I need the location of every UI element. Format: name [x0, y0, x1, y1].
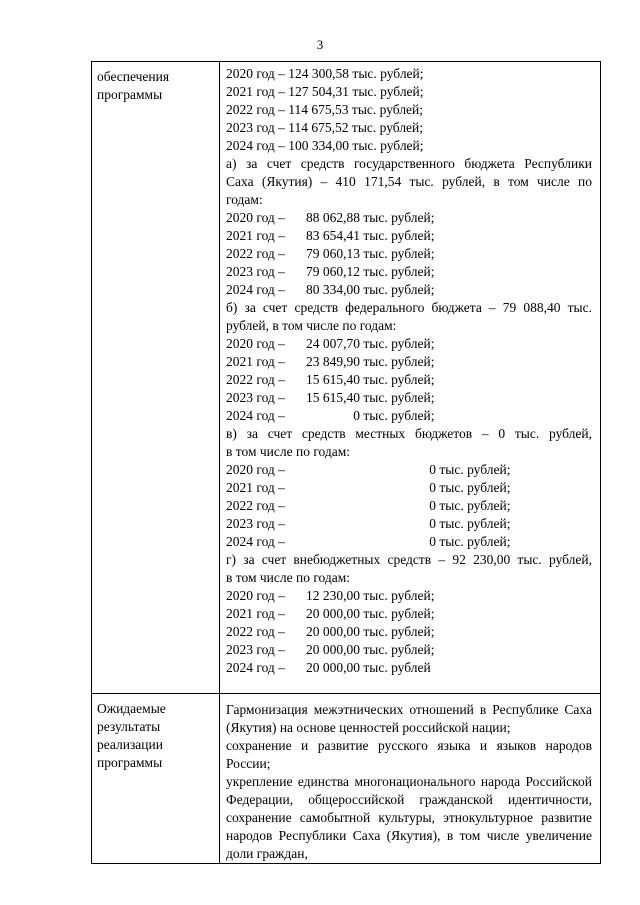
section-b-heading-line2: рублей, в том числе по годам: — [226, 318, 397, 333]
results-content — [220, 694, 601, 864]
table-row-funding — [92, 62, 601, 694]
section-a-heading-line1: а) за счет средств государственного бюджета Республики — [226, 156, 592, 171]
row-label-results: Ожидаемые результаты реализации программы — [92, 694, 220, 864]
section-b-heading-line1: б) за счет средств федерального бюджета – 79 088,40 тыс. — [226, 300, 592, 315]
section-a-year: 2023 год – 79 060,12 тыс. рублей; — [226, 264, 435, 279]
funding-content — [220, 62, 601, 694]
section-a-heading-line2: Саха (Якутия) – 410 171,54 тыс. рублей, в том числе по — [226, 174, 592, 189]
page-number: 3 — [316, 37, 324, 52]
section-d-year: 2023 год – 20 000,00 тыс. рублей; — [226, 642, 435, 657]
section-a — [226, 155, 592, 299]
section-c-heading-line1: в) за счет средств местных бюджетов – 0 тыс. рублей, — [226, 426, 592, 441]
section-b — [226, 299, 592, 425]
section-d-heading-line2: в том числе по годам: — [226, 570, 351, 585]
total-year-line: 2024 год – 100 334,00 тыс. рублей; — [226, 138, 424, 153]
section-a-year: 2020 год – 88 062,88 тыс. рублей; — [226, 210, 435, 225]
results-paragraph: Гармонизация межэтнических отношений в Республике Саха (Якутия) на основе ценностей российской нации; — [226, 702, 592, 735]
section-c — [226, 425, 592, 551]
table-row-results — [92, 694, 601, 864]
section-d-year: 2024 год – 20 000,00 тыс. рублей — [226, 660, 431, 675]
total-year-line: 2022 год – 114 675,53 тыс. рублей; — [226, 102, 424, 117]
section-d-heading-line1: г) за счет внебюджетных средств – 92 230,00 тыс. рублей, — [226, 552, 592, 567]
section-b-year: 2024 год – 0 тыс. рублей; — [226, 408, 435, 423]
section-a-year: 2024 год – 80 334,00 тыс. рублей; — [226, 282, 435, 297]
section-d-year: 2021 год – 20 000,00 тыс. рублей; — [226, 606, 435, 621]
section-c-year: 2022 год – 0 тыс. рублей; — [226, 498, 511, 513]
total-years-list — [226, 65, 592, 155]
section-b-year: 2020 год – 24 007,70 тыс. рублей; — [226, 336, 435, 351]
total-year-line: 2023 год – 114 675,52 тыс. рублей; — [226, 120, 424, 135]
cell-bottom-spacer — [226, 677, 592, 690]
results-paragraph: сохранение и развитие русского языка и языков народов России; — [226, 738, 592, 771]
section-d-year: 2020 год – 12 230,00 тыс. рублей; — [226, 588, 435, 603]
section-b-year: 2022 год – 15 615,40 тыс. рублей; — [226, 372, 435, 387]
section-a-heading-line3: годам: — [226, 192, 263, 207]
total-year-line: 2021 год – 127 504,31 тыс. рублей; — [226, 84, 424, 99]
results-paragraph: укрепление единства многонационального народа Российской Федерации, общероссийской гражданской идентичности, сохранение самобытной культуры, этнокультурное развитие народов Республики Саха (Якутия), в том числе увеличение доли граждан, — [226, 774, 592, 861]
row-label-funding: обеспечения программы — [92, 62, 220, 694]
total-year-line: 2020 год – 124 300,58 тыс. рублей; — [226, 66, 424, 81]
section-b-year: 2021 год – 23 849,90 тыс. рублей; — [226, 354, 435, 369]
section-c-year: 2020 год – 0 тыс. рублей; — [226, 462, 511, 477]
section-a-year: 2022 год – 79 060,13 тыс. рублей; — [226, 246, 435, 261]
section-c-year: 2023 год – 0 тыс. рублей; — [226, 516, 511, 531]
section-d — [226, 551, 592, 677]
section-c-heading-line2: в том числе по годам: — [226, 444, 351, 459]
section-b-year: 2023 год – 15 615,40 тыс. рублей; — [226, 390, 435, 405]
section-c-year: 2021 год – 0 тыс. рублей; — [226, 480, 511, 495]
program-passport-table — [91, 61, 601, 864]
section-a-year: 2021 год – 83 654,41 тыс. рублей; — [226, 228, 435, 243]
section-c-year: 2024 год – 0 тыс. рублей; — [226, 534, 511, 549]
section-d-year: 2022 год – 20 000,00 тыс. рублей; — [226, 624, 435, 639]
